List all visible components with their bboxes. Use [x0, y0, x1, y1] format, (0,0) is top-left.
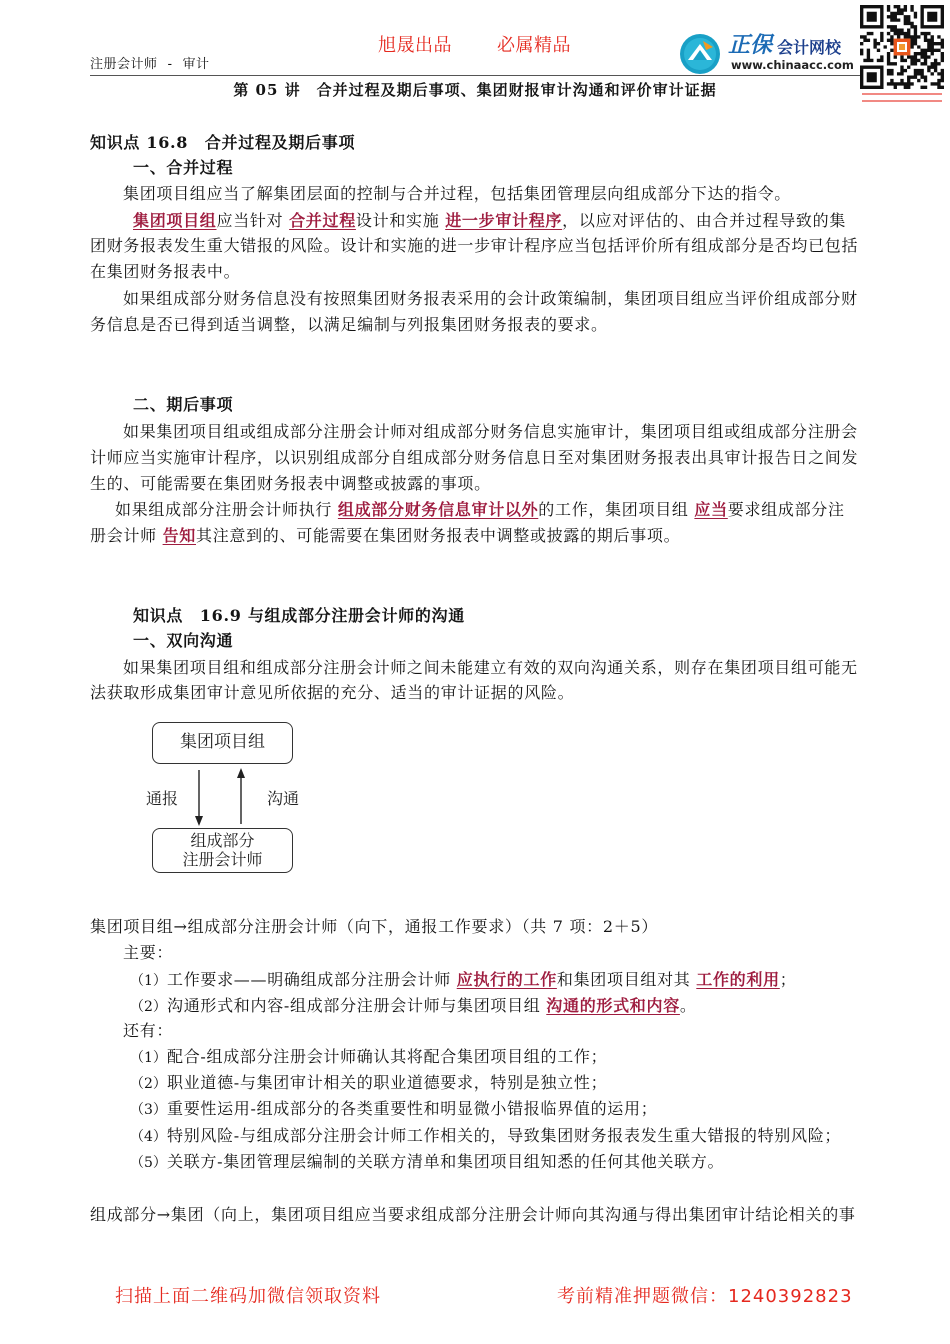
- emphasis-term: 应执行的工作: [456, 970, 557, 989]
- list-item-number: （2）: [130, 999, 167, 1015]
- logo-name-text[interactable]: 会计网校: [777, 38, 842, 57]
- emphasis-term: 组成部分财务信息审计以外: [337, 500, 539, 519]
- logo-url[interactable]: www.chinaacc.com: [731, 58, 854, 72]
- list-item: [130, 1047, 607, 1068]
- diagram-label-up: 沟通: [267, 789, 300, 808]
- list-item-text: 配合-组成部分注册会计师确认其将配合集团项目组的工作；: [167, 1047, 608, 1066]
- paragraph-line: 如果集团项目组和组成部分注册会计师之间未能建立有效的双向沟通关系，则存在集团项目组可能无: [123, 658, 858, 677]
- list-item: [130, 1126, 841, 1147]
- section-heading-16-8: 知识点 16.8 合并过程及期后事项: [90, 133, 356, 152]
- text-segment: 沟通形式和内容-组成部分注册会计师与集团项目组: [167, 996, 547, 1015]
- paragraph-line: [90, 526, 680, 546]
- paragraph-line: 务信息是否已得到适当调整，以满足编制与列报集团财务报表的要求。: [90, 315, 608, 334]
- list-label-main: 主要：: [123, 943, 174, 962]
- diagram-box-component-auditor: [152, 828, 293, 873]
- paragraph-line: 团财务报表发生重大错报的风险。设计和实施的进一步审计程序应当包括评价所有组成部分是否均已包括: [90, 236, 859, 255]
- emphasis-term: 沟通的形式和内容: [546, 996, 680, 1015]
- text-segment: 其注意到的、可能需要在集团财务报表中调整或披露的期后事项。: [196, 526, 681, 545]
- emphasis-term: 合并过程: [289, 211, 356, 230]
- header-rule: [90, 75, 860, 76]
- text-segment: ，以应对评估的、由合并过程导致的集: [562, 211, 847, 230]
- emphasis-term: 集团项目组: [133, 211, 217, 230]
- paragraph-line: 如果组成部分财务信息没有按照集团财务报表采用的会计政策编制，集团项目组应当评价组成部分财: [123, 289, 858, 308]
- text-segment: 应当针对: [216, 211, 290, 230]
- subheading-consolidation: 一、合并过程: [133, 158, 234, 177]
- text-segment: 册会计师: [90, 526, 163, 545]
- emphasis-term: 进一步审计程序: [445, 211, 563, 230]
- list-item: [130, 970, 797, 991]
- subheading-subsequent-events: 二、期后事项: [133, 395, 234, 414]
- section-heading-16-9: 知识点 16.9 与组成部分注册会计师的沟通: [133, 606, 465, 625]
- diagram-arrows: [180, 764, 260, 830]
- diagram-box-group-team: 集团项目组: [152, 722, 293, 764]
- diagram-label-down: 通报: [146, 789, 179, 808]
- emphasis-term: 告知: [162, 526, 196, 545]
- footer-wechat-promo: 考前精准押题微信：1240392823: [557, 1286, 853, 1307]
- qr-center-logo-core: [899, 44, 905, 50]
- list-item-number: （5）: [130, 1155, 167, 1171]
- slogan-left: 旭晟出品: [378, 35, 452, 56]
- text-segment: 要求组成部分注: [727, 500, 845, 519]
- paragraph-line: [115, 500, 845, 520]
- arrow-down-head: [195, 816, 203, 826]
- logo-icon[interactable]: [679, 33, 721, 75]
- paragraph-line: 集团项目组→组成部分注册会计师（向下，通报工作要求）（共 7 项：2＋5）: [90, 917, 659, 936]
- paragraph-line: 集团项目组应当了解集团层面的控制与合并过程，包括集团管理层向组成部分下达的指令。: [123, 184, 792, 203]
- list-item-text: 职业道德-与集团审计相关的职业道德要求，特别是独立性；: [167, 1073, 608, 1092]
- list-item: [130, 1073, 607, 1094]
- list-item-text: 关联方-集团管理层编制的关联方清单和集团项目组知悉的任何其他关联方。: [167, 1152, 725, 1171]
- paragraph-line: 如果集团项目组或组成部分注册会计师对组成部分财务信息实施审计，集团项目组或组成部分注册会: [123, 422, 858, 441]
- subheading-two-way: 一、双向沟通: [133, 631, 234, 650]
- arrow-up-head: [237, 768, 245, 778]
- text-segment: 。: [679, 996, 697, 1015]
- paragraph-line: 计师应当实施审计程序，以识别组成部分自组成部分财务信息日至对集团财务报表出具审计报告日之间发: [90, 448, 859, 467]
- list-item-text: 特别风险-与组成部分注册会计师工作相关的，导致集团财务报表发生重大错报的特别风险；: [167, 1126, 842, 1145]
- list-item-number: （4）: [130, 1129, 167, 1145]
- diagram-box-line: 注册会计师: [182, 850, 263, 869]
- paragraph-line: 生的、可能需要在集团财务报表中调整或披露的事项。: [90, 474, 491, 493]
- paragraph-line: 组成部分→集团（向上，集团项目组应当要求组成部分注册会计师向其沟通与得出集团审计结论相关的事: [90, 1205, 856, 1224]
- text-segment: 如果组成部分注册会计师执行: [115, 500, 338, 519]
- text-segment: 工作要求——明确组成部分注册会计师: [167, 970, 457, 989]
- text-segment: 和集团项目组对其: [556, 970, 697, 989]
- paragraph-line: [133, 211, 846, 231]
- list-item: [130, 1152, 724, 1173]
- text-segment: 的工作，集团项目组: [538, 500, 695, 519]
- list-item: [130, 996, 697, 1017]
- qr-code[interactable]: [860, 5, 944, 89]
- text-segment: 设计和实施: [355, 211, 446, 230]
- list-item: [130, 1099, 657, 1120]
- lecture-title: 第 05 讲 合并过程及期后事项、集团财报审计沟通和评价审计证据: [233, 81, 717, 99]
- diagram-box-line: 组成部分: [190, 831, 255, 850]
- list-label-more: 还有：: [123, 1021, 174, 1040]
- paragraph-line: 法获取形成集团审计意见所依据的充分、适当的审计证据的风险。: [90, 683, 575, 702]
- course-label: 注册会计师 - 审计: [90, 57, 210, 72]
- emphasis-term: 应当: [694, 500, 728, 519]
- list-item-number: （2）: [130, 1076, 167, 1092]
- text-segment: ；: [779, 970, 797, 989]
- footer-qr-promo: 扫描上面二维码加微信领取资料: [115, 1286, 381, 1307]
- list-item-number: （1）: [130, 1050, 167, 1066]
- paragraph-line: 在集团财务报表中。: [90, 262, 241, 281]
- slogan-right: 必属精品: [497, 35, 571, 56]
- list-item-number: （1）: [130, 973, 167, 989]
- qr-caption-decor: [862, 100, 942, 102]
- emphasis-term: 工作的利用: [696, 970, 780, 989]
- logo-brand-text[interactable]: 正保: [728, 33, 773, 58]
- list-item-number: （3）: [130, 1102, 167, 1118]
- list-item-text: 重要性运用-组成部分的各类重要性和明显微小错报临界值的运用；: [167, 1099, 658, 1118]
